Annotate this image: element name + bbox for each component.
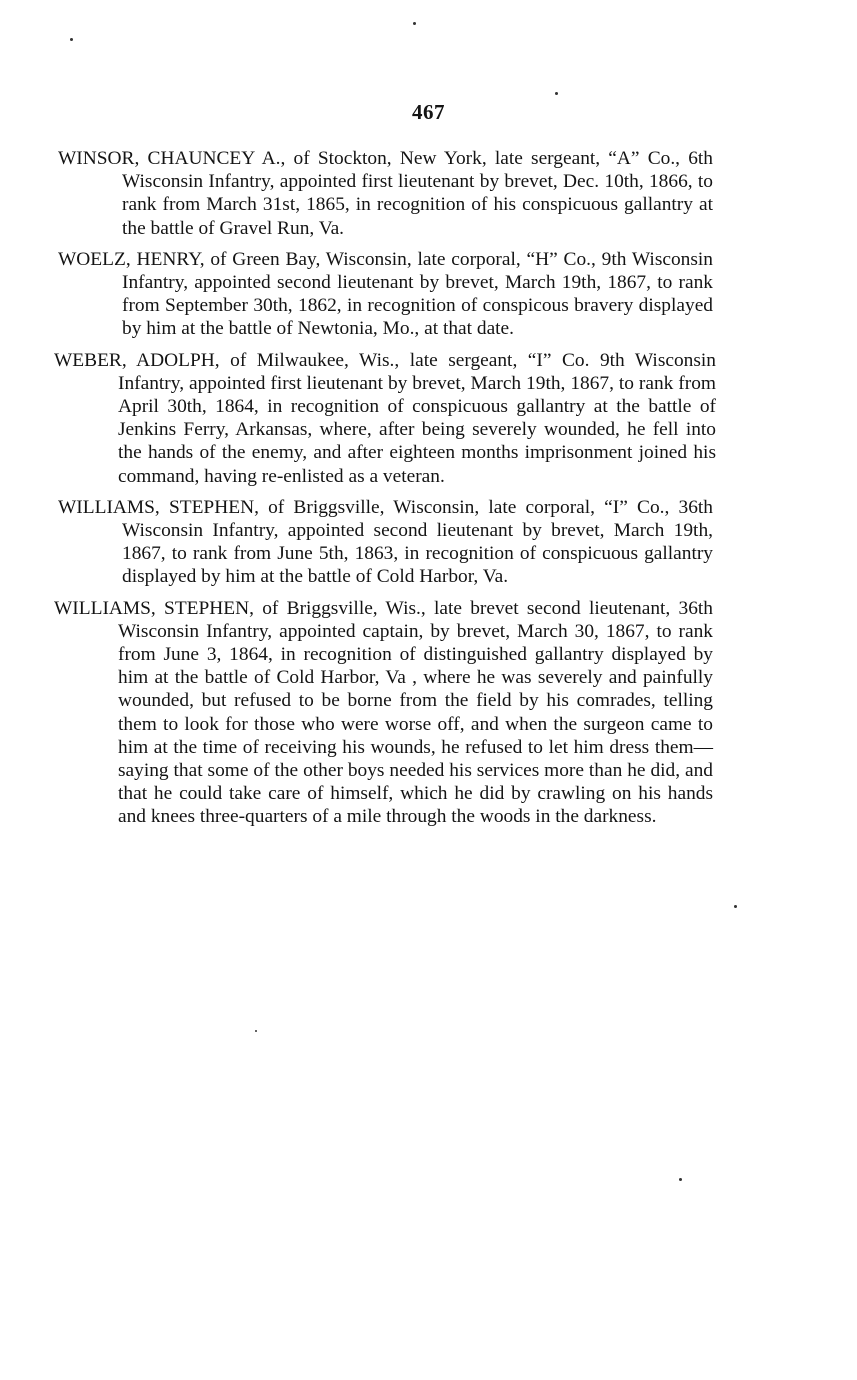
print-speck — [734, 905, 737, 908]
page-number: 467 — [412, 100, 445, 124]
print-speck — [413, 22, 416, 25]
print-speck — [679, 1178, 682, 1181]
print-speck — [70, 38, 73, 41]
print-speck — [255, 1030, 257, 1032]
entry-williams-stephen-lieutenant: WILLIAMS, STEPHEN, of Briggsville, Wisconsin, late corporal, “I” Co., 36th Wisconsin Infantry, appointed second lieutenant by brevet, March 19th, 1867, to rank from June 5th, 1863, in recognition of conspicuous gallantry displayed by him at the battle of Cold Harbor, Va. — [58, 496, 713, 588]
entry-weber-adolph: WEBER, ADOLPH, of Milwaukee, Wis., late sergeant, “I” Co. 9th Wisconsin Infantry, appointed first lieutenant by brevet, March 19th, 1867, to rank from April 30th, 1864, in recognition of conspicuous gallantry at the battle of Jenkins Ferry, Arkansas, where, after being severely wounded, he fell into the hands of the enemy, and after eighteen months imprisonment joined his command, having re-enlisted as a veteran. — [54, 349, 716, 487]
entry-williams-stephen-captain: WILLIAMS, STEPHEN, of Briggsville, Wis., late brevet second lieutenant, 36th Wisconsin Infantry, appointed captain, by brevet, March 30, 1867, to rank from June 3, 1864, in recognition of distinguished gallantry displayed by him at the battle of Cold Harbor, Va , where he was severely and painfully wounded, but refused to be borne from the field by his comrades, telling them to look for those who were worse off, and when the surgeon came to him at the time of receiving his wounds, he refused to let him dress them—saying that some of the other boys needed his services more than he did, and that he could take care of himself, which he did by crawling on his hands and knees three-quarters of a mile through the woods in the darkness. — [54, 597, 713, 828]
entry-woelz-henry: WOELZ, HENRY, of Green Bay, Wisconsin, late corporal, “H” Co., 9th Wisconsin Infantry, appointed second lieutenant by brevet, March 19th, 1867, to rank from September 30th, 1862, in recognition of conspicous bravery displayed by him at the battle of Newtonia, Mo., at that date. — [58, 248, 713, 340]
register-entries — [54, 147, 716, 837]
print-speck — [555, 92, 558, 95]
entry-winsor-chauncey: WINSOR, CHAUNCEY A., of Stockton, New York, late sergeant, “A” Co., 6th Wisconsin Infantry, appointed first lieutenant by brevet, Dec. 10th, 1866, to rank from March 31st, 1865, in recognition of his conspicuous gallantry at the battle of Gravel Run, Va. — [58, 148, 713, 239]
